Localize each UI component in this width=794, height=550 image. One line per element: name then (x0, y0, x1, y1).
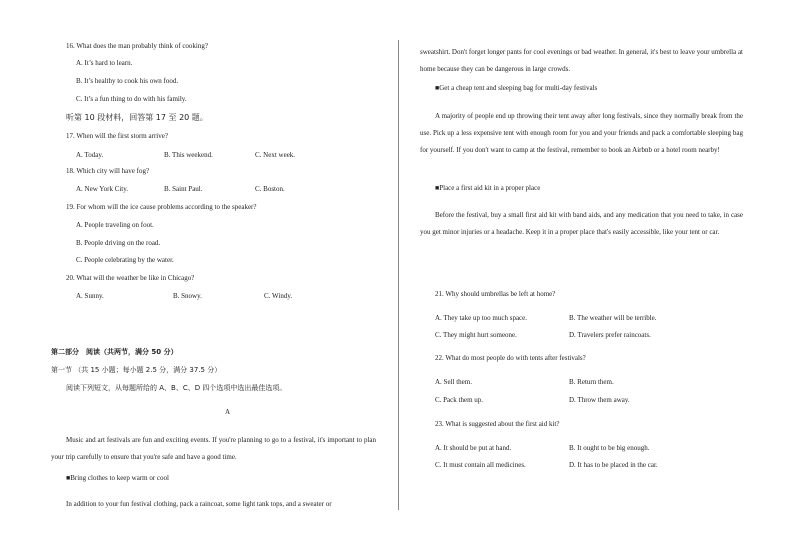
passage-paragraph-1: Music and art festivals are fun and exciting events. If you're planning to go to a festival, it's important to plan your trip carefully to ensure that you're safe and have a good time. (51, 436, 376, 461)
question-19-stem: 19. For whom will the ice cause problems according to the speaker? (66, 203, 257, 211)
q21-option-c: C. They might hurt someone. (435, 331, 517, 339)
q18-option-a: A. New York City. (76, 185, 129, 193)
q23-option-c: C. It must contain all medicines. (435, 461, 526, 469)
bullet-tent-heading: ■Get a cheap tent and sleeping bag for multi-day festivals (435, 84, 598, 92)
bullet-clothes-heading: ■Bring clothes to keep warm or cool (66, 474, 169, 482)
q20-option-c: C. Windy. (264, 292, 293, 300)
question-18-stem: 18. Which city will have fog? (66, 167, 150, 175)
q18-option-c: C. Boston. (255, 185, 285, 193)
q18-option-b: B. Saint Paul. (164, 185, 203, 193)
q21-option-b: B. The weather will be terrible. (569, 314, 657, 322)
passage-paragraph-2-start: In addition to your fun festival clothing, pack a raincoat, some light tank tops, and a sweater or (66, 500, 332, 508)
q21-option-d: D. Travelers prefer raincoats. (569, 331, 651, 339)
q23-option-d: D. It has to be placed in the car. (569, 461, 658, 469)
q22-option-b: B. Return them. (569, 378, 614, 386)
q17-option-a: A. Today. (76, 151, 104, 159)
q19-option-c: C. People celebrating by the water. (76, 256, 174, 264)
passage-paragraph-3: A majority of people end up throwing their tent away after long festivals, since they normally break from the use. Pick up a less expensive tent with enough room for you and your friends and pack a comfortable sleeping bag for yourself. If you don't want to camp at the festival, remember to book an Airbnb or a hotel room nearby! (420, 112, 743, 154)
section-one-header: 第一节 （共 15 小题；每小题 2.5 分，满分 37.5 分） (51, 366, 222, 374)
question-22-stem: 22. What do most people do with tents after festivals? (435, 354, 586, 362)
question-20-stem: 20. What will the weather be like in Chicago? (66, 274, 195, 282)
q17-option-c: C. Next week. (255, 151, 296, 159)
q22-option-d: D. Throw them away. (569, 396, 630, 404)
q17-option-b: B. This weekend. (164, 151, 213, 159)
q20-option-b: B. Snowy. (173, 292, 202, 300)
passage-label: A (225, 408, 231, 416)
passage-paragraph-4: Before the festival, buy a small first aid kit with band aids, and any medication that you need to take, in case you get minor injuries or a headache. Keep it in a proper place that's easily accessible, like your tent or car. (420, 211, 743, 236)
q22-option-a: A. Sell them. (435, 378, 472, 386)
q16-option-a: A. It’s hard to learn. (76, 59, 133, 67)
q16-option-b: B. It’s healthy to cook his own food. (76, 77, 179, 85)
question-16-stem: 16. What does the man probably think of cooking? (66, 42, 208, 50)
q23-option-a: A. It should be put at hand. (435, 444, 512, 452)
part-two-title: 第二部分 阅读（共两节，满分 50 分） (51, 348, 178, 356)
question-23-stem: 23. What is suggested about the first aid kit? (435, 420, 560, 428)
q22-option-c: C. Pack them up. (435, 396, 484, 404)
q19-option-b: B. People driving on the road. (76, 239, 161, 247)
bullet-first-aid-heading: ■Place a first aid kit in a proper place (435, 184, 541, 192)
passage-paragraph-2-cont: sweatshirt. Don't forget longer pants for cool evenings or bad weather. In general, it's best to leave your umbrella at home because they can be dangerous in large crowds. (420, 48, 743, 73)
question-21-stem: 21. Why should umbrellas be left at home? (435, 290, 556, 298)
reading-instructions: 阅读下列短文，从每题所给的 A、B、C、D 四个选项中选出最佳选项。 (66, 384, 287, 392)
question-17-stem: 17. When will the first storm arrive? (66, 132, 168, 140)
q23-option-b: B. It ought to be big enough. (569, 444, 650, 452)
section-heading-17-20: 听第 10 段材料，回答第 17 至 20 题。 (66, 113, 208, 122)
column-divider (398, 40, 399, 510)
q20-option-a: A. Sunny. (76, 292, 104, 300)
q21-option-a: A. They take up too much space. (435, 314, 528, 322)
q19-option-a: A. People traveling on foot. (76, 221, 154, 229)
q16-option-c: C. It’s a fun thing to do with his family. (76, 95, 187, 103)
